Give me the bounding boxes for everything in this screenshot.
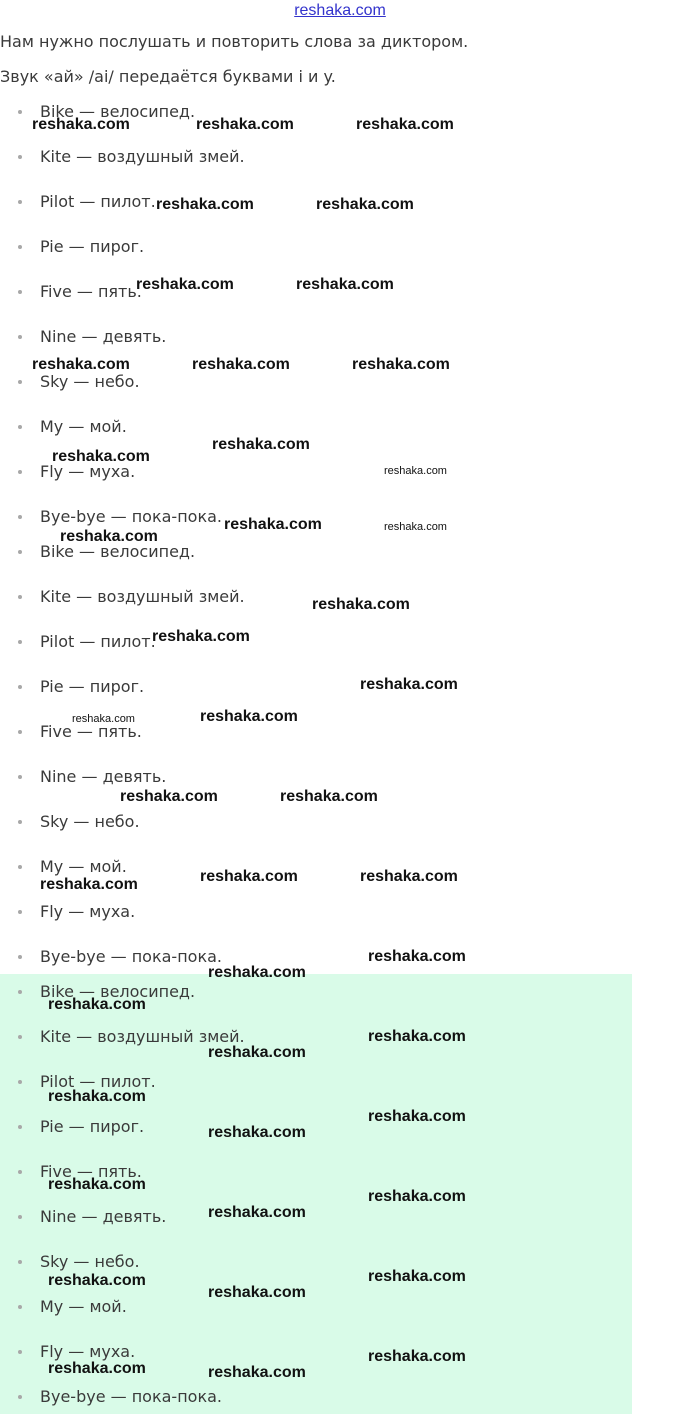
word-text: My — мой. (40, 857, 127, 876)
watermark: reshaka.com (48, 1360, 146, 1377)
bullet-icon (18, 470, 22, 474)
intro-line-1: Нам нужно послушать и повторить слова за диктором. (0, 32, 469, 51)
intro-line-2: Звук «ай» /ai/ передаётся буквами i и y. (0, 67, 336, 86)
watermark: reshaka.com (152, 628, 250, 645)
word-text: Five — пять. (40, 1162, 142, 1181)
bullet-icon (18, 730, 22, 734)
bullet-icon (18, 1395, 22, 1399)
list-item (18, 1207, 166, 1231)
bullet-icon (18, 955, 22, 959)
word-text: Nine — девять. (40, 327, 167, 346)
watermark: reshaka.com (356, 116, 454, 133)
word-text: Bye-bye — пока-пока. (40, 1387, 222, 1406)
watermark: reshaka.com (48, 1088, 146, 1105)
watermark: reshaka.com (200, 868, 298, 885)
bullet-icon (18, 1305, 22, 1309)
bullet-icon (18, 640, 22, 644)
word-text: Bike — велосипед. (40, 102, 196, 121)
list-item (18, 632, 156, 656)
bullet-icon (18, 1215, 22, 1219)
watermark: reshaka.com (192, 356, 290, 373)
bullet-icon (18, 1170, 22, 1174)
word-text: Five — пять. (40, 722, 142, 741)
bullet-icon (18, 775, 22, 779)
word-text: My — мой. (40, 417, 127, 436)
watermark: reshaka.com (72, 713, 135, 725)
bullet-icon (18, 1260, 22, 1264)
watermark: reshaka.com (296, 276, 394, 293)
bullet-icon (18, 820, 22, 824)
watermark: reshaka.com (120, 788, 218, 805)
watermark: reshaka.com (224, 516, 322, 533)
bullet-icon (18, 990, 22, 994)
word-text: Nine — девять. (40, 1207, 167, 1226)
bullet-icon (18, 910, 22, 914)
watermark: reshaka.com (212, 436, 310, 453)
watermark: reshaka.com (40, 876, 138, 893)
list-item (18, 1297, 127, 1321)
watermark: reshaka.com (32, 116, 130, 133)
watermark: reshaka.com (280, 788, 378, 805)
watermark: reshaka.com (208, 1044, 306, 1061)
list-item (18, 192, 156, 216)
list-item (18, 237, 144, 261)
word-text: Kite — воздушный змей. (40, 147, 245, 166)
word-text: Pie — пирог. (40, 1117, 145, 1136)
word-text: Fly — муха. (40, 462, 136, 481)
watermark: reshaka.com (32, 356, 130, 373)
bullet-icon (18, 865, 22, 869)
list-item (18, 372, 140, 396)
bullet-icon (18, 1080, 22, 1084)
bullet-icon (18, 110, 22, 114)
list-item (18, 1387, 222, 1411)
word-text: Fly — муха. (40, 902, 136, 921)
bullet-icon (18, 685, 22, 689)
word-text: Bike — велосипед. (40, 982, 196, 1001)
list-item (18, 282, 142, 306)
word-text: Fly — муха. (40, 1342, 136, 1361)
watermark: reshaka.com (208, 964, 306, 981)
watermark: reshaka.com (208, 1284, 306, 1301)
watermark: reshaka.com (208, 1364, 306, 1381)
list-item (18, 677, 144, 701)
list-item (18, 327, 166, 351)
word-text: Bye-bye — пока-пока. (40, 947, 222, 966)
watermark: reshaka.com (368, 1348, 466, 1365)
watermark: reshaka.com (60, 528, 158, 545)
list-item (18, 812, 140, 836)
watermark: reshaka.com (368, 948, 466, 965)
word-text: Nine — девять. (40, 767, 167, 786)
bullet-icon (18, 425, 22, 429)
watermark: reshaka.com (360, 676, 458, 693)
bullet-icon (18, 1125, 22, 1129)
word-text: Sky — небо. (40, 812, 140, 831)
list-item (18, 417, 127, 441)
watermark: reshaka.com (196, 116, 294, 133)
bullet-icon (18, 1350, 22, 1354)
bullet-icon (18, 1035, 22, 1039)
word-text: Kite — воздушный змей. (40, 1027, 245, 1046)
word-text: My — мой. (40, 1297, 127, 1316)
word-text: Bike — велосипед. (40, 542, 196, 561)
bullet-icon (18, 550, 22, 554)
watermark: reshaka.com (208, 1204, 306, 1221)
list-item (18, 947, 222, 971)
list-item (18, 902, 135, 926)
word-text: Sky — небо. (40, 372, 140, 391)
watermark: reshaka.com (156, 196, 254, 213)
watermark: reshaka.com (368, 1108, 466, 1125)
list-item (18, 587, 245, 611)
watermark: reshaka.com (368, 1268, 466, 1285)
watermark: reshaka.com (368, 1028, 466, 1045)
watermark: reshaka.com (384, 465, 447, 477)
word-text: Pie — пирог. (40, 237, 145, 256)
bullet-icon (18, 595, 22, 599)
bullet-icon (18, 515, 22, 519)
word-text: Pilot — пилот. (40, 192, 156, 211)
watermark: reshaka.com (48, 1176, 146, 1193)
watermark: reshaka.com (208, 1124, 306, 1141)
watermark: reshaka.com (352, 356, 450, 373)
watermark: reshaka.com (48, 996, 146, 1013)
watermark: reshaka.com (48, 1272, 146, 1289)
word-text: Pie — пирог. (40, 677, 145, 696)
bullet-icon (18, 290, 22, 294)
list-item (18, 147, 245, 171)
watermark: reshaka.com (384, 521, 447, 533)
word-text: Five — пять. (40, 282, 142, 301)
word-text: Pilot — пилот. (40, 632, 156, 651)
word-text: Bye-bye — пока-пока. (40, 507, 222, 526)
watermark: reshaka.com (52, 448, 150, 465)
watermark: reshaka.com (312, 596, 410, 613)
watermark: reshaka.com (360, 868, 458, 885)
word-text: Pilot — пилот. (40, 1072, 156, 1091)
bullet-icon (18, 380, 22, 384)
list-item (18, 722, 142, 746)
watermark: reshaka.com (316, 196, 414, 213)
site-link[interactable]: reshaka.com (294, 2, 386, 19)
watermark: reshaka.com (368, 1188, 466, 1205)
word-text: Sky — небо. (40, 1252, 140, 1271)
bullet-icon (18, 245, 22, 249)
bullet-icon (18, 335, 22, 339)
list-item (18, 1117, 144, 1141)
word-text: Kite — воздушный змей. (40, 587, 245, 606)
bullet-icon (18, 200, 22, 204)
watermark: reshaka.com (136, 276, 234, 293)
bullet-icon (18, 155, 22, 159)
watermark: reshaka.com (200, 708, 298, 725)
